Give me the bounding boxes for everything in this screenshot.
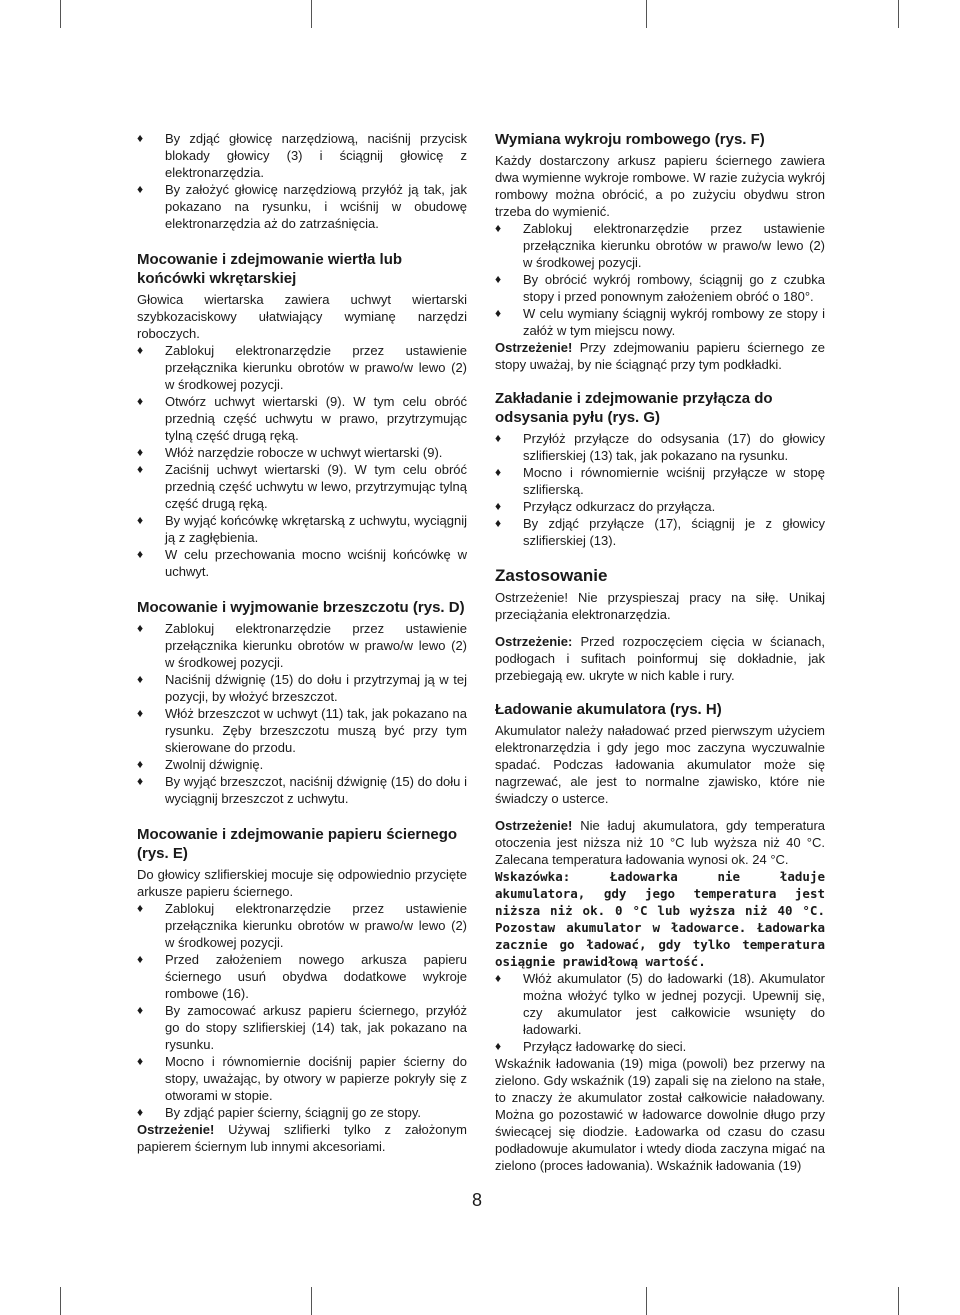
paragraph: Do głowicy szlifierskiej mocuje się odpowiednio przycięte arkusze papieru ściernego. bbox=[137, 867, 467, 899]
crop-mark bbox=[898, 0, 899, 28]
section-heading: Zakładanie i zdejmowanie przyłącza do odsysania pyłu (rys. G) bbox=[495, 390, 773, 426]
page-number: 8 bbox=[472, 1190, 483, 1210]
bullet-list bbox=[495, 970, 825, 1055]
list-item: ♦ Przyłóż przyłącze do odsysania (17) do głowicy szlifierskiej (13) tak, jak pokazano na rysunku. bbox=[495, 430, 825, 464]
section-heading: Zastosowanie bbox=[495, 566, 608, 585]
list-item: ♦ Mocno i równomiernie dociśnij papier ścierny do stopy, uważając, by otwory w papierze pokryły się z otworami w stopie. bbox=[137, 1053, 467, 1104]
section-heading: Mocowanie i zdejmowanie wiertła lub końcówki wkrętarskiej bbox=[137, 251, 403, 287]
bullet-list bbox=[137, 342, 467, 580]
list-item: ♦ Przyłącz odkurzacz do przyłącza. bbox=[495, 498, 825, 515]
list-item: ♦ By zdjąć przyłącze (17), ściągnij je z głowicy szlifierskiej (13). bbox=[495, 515, 825, 549]
list-item: ♦ Włóż akumulator (5) do ładowarki (18). Akumulator można włożyć tylko w jednej pozycji. Upewnij się, czy akumulator jest całkowicie wsunięty do ładowarki. bbox=[495, 970, 825, 1038]
list-item: ♦ By wyjąć brzeszczot, naciśnij dźwignię (15) do dołu i wyciągnij brzeszczot z uchwytu. bbox=[137, 773, 467, 807]
crop-mark bbox=[898, 1287, 899, 1315]
bullet-list bbox=[137, 620, 467, 807]
warning-label: Ostrzeżenie! bbox=[495, 340, 573, 355]
hint-paragraph: Wskazówka: Ładowarka nie ładuje akumulatora, gdy jego temperatura jest niższa niż ok. 0 °C lub wyższa niż 40 °C. Pozostaw akumulator w ładowarce. Ładowarka zacznie go ładować, gdy tylko temperatura osiągnie prawidłową wartość. bbox=[495, 869, 825, 969]
list-item: ♦ Zablokuj elektronarzędzie przez ustawienie przełącznika kierunku obrotów w prawo/w lewo (2) w środkowej pozycji. bbox=[495, 220, 825, 271]
warning-label: Ostrzeżenie! bbox=[495, 818, 573, 833]
warning-label: Ostrzeżenie! bbox=[137, 1122, 215, 1137]
warning-paragraph bbox=[495, 339, 825, 373]
list-item: ♦ Przed założeniem nowego arkusza papieru ściernego usuń obydwa dodatkowe wykroje rombowe (16). bbox=[137, 951, 467, 1002]
list-item: ♦ By zamocować arkusz papieru ściernego, przyłóż go do stopy szlifierskiej (14) tak, jak pokazano na rysunku. bbox=[137, 1002, 467, 1053]
list-item: ♦ By wyjąć końcówkę wkrętarską z uchwytu, wyciągnij ją z zagłębienia. bbox=[137, 512, 467, 546]
section-heading: Mocowanie i zdejmowanie papieru ściernego (rys. E) bbox=[137, 826, 458, 862]
list-item: ♦ W celu wymiany ściągnij wykrój rombowy ze stopy i załóż w tym miejscu nowy. bbox=[495, 305, 825, 339]
bullet-list bbox=[495, 430, 825, 549]
warning-text: Używaj szlifierki tylko z założonym papierem ściernym lub innymi akcesoriami. bbox=[137, 1122, 467, 1154]
section-heading: Ładowanie akumulatora (rys. H) bbox=[495, 701, 722, 718]
list-item: ♦ By obrócić wykrój rombowy, ściągnij go z czubka stopy i przed ponownym założeniem obróć o 180°. bbox=[495, 271, 825, 305]
warning-paragraph bbox=[495, 633, 825, 684]
paragraph: Akumulator należy naładować przed pierwszym użyciem elektronarzędzia i gdy jego moc zaczyna wyczuwalnie spadać. Podczas ładowania akumulator może się nagrzewać, ale jest to normalne zjawisko, które nie świadczy o usterce. bbox=[495, 723, 825, 806]
warning-text: Nie ładuj akumulatora, gdy temperatura otoczenia jest niższa niż 10 °C lub wyższa niż 40 °C. Zalecana temperatura ładowania wynosi ok. 24 °C. bbox=[495, 818, 825, 867]
section-heading: Wymiana wykroju rombowego (rys. F) bbox=[495, 131, 765, 148]
left-column bbox=[137, 130, 467, 1155]
list-item: ♦ Zablokuj elektronarzędzie przez ustawienie przełącznika kierunku obrotów w prawo/w lewo (2) w środkowej pozycji. bbox=[137, 900, 467, 951]
list-item: ♦ Naciśnij dźwignię (15) do dołu i przytrzymaj ją w tej pozycji, by włożyć brzeszczot. bbox=[137, 671, 467, 705]
right-column bbox=[495, 130, 825, 1174]
paragraph: Każdy dostarczony arkusz papieru ściernego zawiera dwa wymienne wykroje rombowe. W razie zużycia wykrój rombowy można obrócić, a po zużyciu obydwu stron trzeba do wymienić. bbox=[495, 153, 825, 219]
crop-mark bbox=[60, 1287, 61, 1315]
crop-mark bbox=[311, 0, 312, 28]
bullet-list bbox=[495, 220, 825, 339]
list-item: ♦ Zwolnij dźwignię. bbox=[137, 756, 467, 773]
crop-mark bbox=[60, 0, 61, 28]
paragraph: Głowica wiertarska zawiera uchwyt wiertarski szybkozaciskowy ułatwiający wymianę narzędzi roboczych. bbox=[137, 292, 467, 341]
list-item: ♦ Mocno i równomiernie wciśnij przyłącze w stopę szlifierską. bbox=[495, 464, 825, 498]
warning-text: Przed rozpoczęciem cięcia w ścianach, podłogach i sufitach poinformuj się dokładnie, jak przebiegają ew. ukryte w nich kable i rury. bbox=[495, 634, 825, 683]
list-item: ♦ Włóż brzeszczot w uchwyt (11) tak, jak pokazano na rysunku. Zęby brzeszczotu muszą być przy tym skierowane do przodu. bbox=[137, 705, 467, 756]
list-item: ♦ By zdjąć papier ścierny, ściągnij go ze stopy. bbox=[137, 1104, 467, 1121]
warning-paragraph bbox=[495, 817, 825, 868]
paragraph: Ostrzeżenie! Nie przyspieszaj pracy na siłę. Unikaj przeciążania elektronarzędzia. bbox=[495, 590, 825, 622]
list-item: ♦ Przyłącz ładowarkę do sieci. bbox=[495, 1038, 825, 1055]
bullet-list bbox=[137, 900, 467, 1121]
bullet-list bbox=[137, 130, 467, 232]
warning-label: Ostrzeżenie: bbox=[495, 634, 573, 649]
paragraph: Wskaźnik ładowania (19) miga (powoli) bez przerwy na zielono. Gdy wskaźnik (19) zapali się na zielono na stałe, to znaczy że akumulator został całkowicie naładowany. Można go pozostawić w ładowarce dowolnie długo przy świecącej się diodzie. Ładowarka od czasu do czasu podładowuje akumulator i wtedy dioda zaczyna migać na zielono (proces ładowania). Wskaźnik ładowania (19) bbox=[495, 1056, 825, 1173]
warning-paragraph bbox=[137, 1121, 467, 1155]
section-heading: Mocowanie i wyjmowanie brzeszczotu (rys. D) bbox=[137, 599, 465, 616]
list-item: ♦ By zdjąć głowicę narzędziową, naciśnij przycisk blokady głowicy (3) i ściągnij głowicę z elektronarzędzia. bbox=[137, 130, 467, 181]
list-item: ♦ Zablokuj elektronarzędzie przez ustawienie przełącznika kierunku obrotów w prawo/w lewo (2) w środkowej pozycji. bbox=[137, 342, 467, 393]
list-item: ♦ Włóż narzędzie robocze w uchwyt wiertarski (9). bbox=[137, 444, 467, 461]
list-item: ♦ Zablokuj elektronarzędzie przez ustawienie przełącznika kierunku obrotów w prawo/w lewo (2) w środkowej pozycji. bbox=[137, 620, 467, 671]
list-item: ♦ Otwórz uchwyt wiertarski (9). W tym celu obróć przednią część uchwytu w prawo, przytrzymując tylną część drugą ręką. bbox=[137, 393, 467, 444]
list-item: ♦ By założyć głowicę narzędziową przyłóż ją tak, jak pokazano na rysunku, i wciśnij w obudowę elektronarzędzia aż do zatrzaśnięcia. bbox=[137, 181, 467, 232]
list-item: ♦ Zaciśnij uchwyt wiertarski (9). W tym celu obróć przednią część uchwytu w lewo, przytrzymując tylną część drugą ręką. bbox=[137, 461, 467, 512]
crop-mark bbox=[311, 1287, 312, 1315]
list-item: ♦ W celu przechowania mocno wciśnij końcówkę w uchwyt. bbox=[137, 546, 467, 580]
crop-mark bbox=[646, 1287, 647, 1315]
crop-mark bbox=[646, 0, 647, 28]
warning-text: Przy zdejmowaniu papieru ściernego ze stopy uważaj, by nie ściągnąć przy tym podkładki. bbox=[495, 340, 825, 372]
